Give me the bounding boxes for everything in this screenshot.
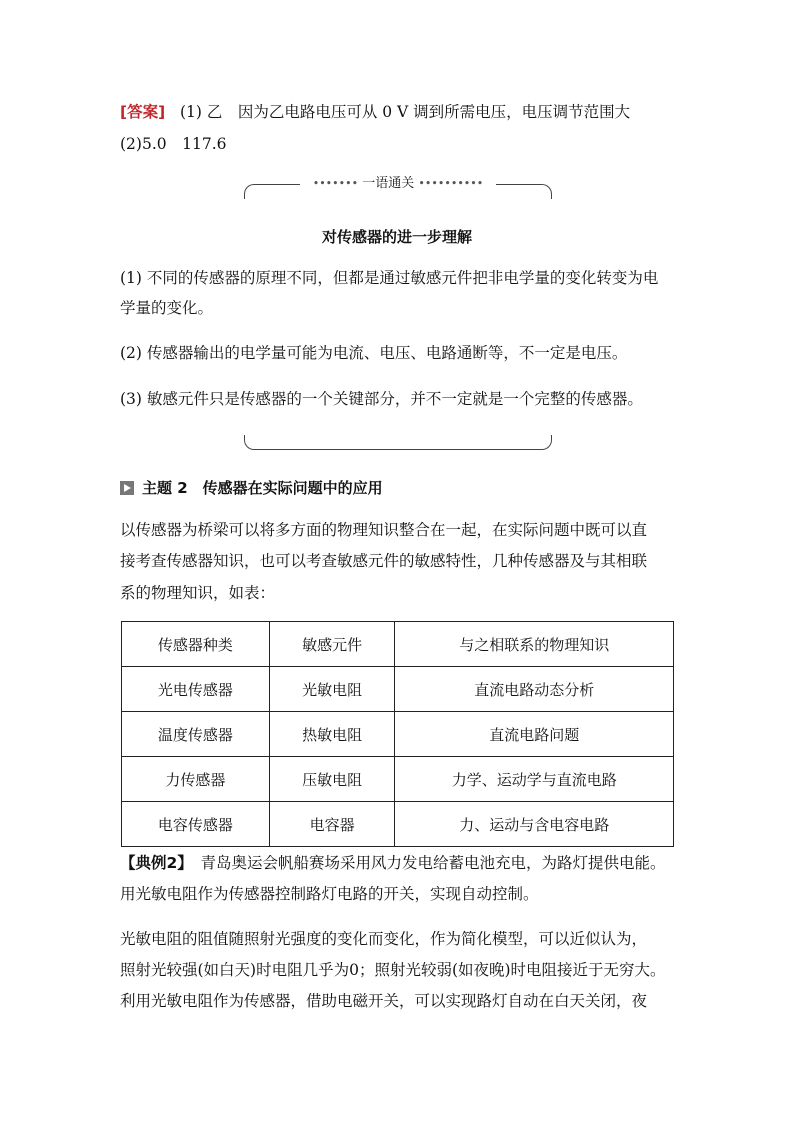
answer-line-1 [120, 102, 680, 122]
answer-text-1: (1) 乙 因为乙电路电压可从 0 V 调到所需电压，电压调节范围大 [179, 103, 631, 121]
summary-frame-bottom [244, 435, 552, 450]
table-cell: 力、运动与含电容电路 [395, 802, 674, 847]
table-cell: 力学、运动学与直流电路 [395, 757, 674, 802]
body-line-2: 照射光较强(如白天)时电阻几乎为0；照射光较弱(如夜晚)时电阻接近于无穷大。 [120, 961, 666, 979]
table-row [122, 802, 674, 847]
play-triangle-icon [120, 481, 134, 495]
dots-right: •••••••••• [418, 177, 484, 190]
intro-line-1: 以传感器为桥梁可以将多方面的物理知识整合在一起，在实际问题中既可以直 [120, 521, 648, 539]
table-cell: 压敏电阻 [269, 757, 395, 802]
summary-item-1-cont: 学量的变化。 [120, 299, 214, 317]
topic-heading [120, 477, 383, 498]
table-cell: 光敏电阻 [269, 667, 395, 712]
intro-line-3: 系的物理知识，如表： [120, 584, 276, 602]
intro-line-2: 接考查传感器知识，也可以考查敏感元件的敏感特性，几种传感器及与其相联 [120, 552, 648, 570]
table-cell: 电容传感器 [122, 802, 270, 847]
sensor-table [121, 621, 674, 847]
table-cell: 热敏电阻 [269, 712, 395, 757]
table-row [122, 712, 674, 757]
summary-item-3: (3) 敏感元件只是传感器的一个关键部分，并不一定就是一个完整的传感器。 [120, 390, 643, 408]
summary-title: 一语通关 [358, 176, 419, 191]
answer-line-2: (2)5.0 117.6 [120, 135, 227, 153]
answer-tag: [答案] [120, 103, 166, 121]
summary-heading: 对传感器的进一步理解 [321, 228, 472, 246]
dots-left: ••••••• [312, 177, 359, 190]
summary-frame-title [300, 176, 496, 192]
summary-item-1: (1) 不同的传感器的原理不同，但都是通过敏感元件把非电学量的变化转变为电 [120, 269, 659, 287]
body-line-1: 光敏电阻的阻值随照射光强度的变化而变化，作为简化模型，可以近似认为， [120, 930, 648, 948]
summary-item-2: (2) 传感器输出的电学量可能为电流、电压、电路通断等，不一定是电压。 [120, 344, 628, 362]
table-row [122, 757, 674, 802]
table-cell: 力传感器 [122, 757, 270, 802]
body-line-3: 利用光敏电阻作为传感器，借助电磁开关，可以实现路灯自动在白天关闭，夜 [120, 992, 648, 1010]
table-cell: 直流电路问题 [395, 712, 674, 757]
table-cell: 光电传感器 [122, 667, 270, 712]
table-cell: 直流电路动态分析 [395, 667, 674, 712]
table-header-cell: 传感器种类 [122, 622, 270, 667]
table-cell: 电容器 [269, 802, 395, 847]
table-cell: 温度传感器 [122, 712, 270, 757]
example-label: 【典例2】 [120, 854, 186, 872]
table-header-cell: 与之相联系的物理知识 [395, 622, 674, 667]
example-text-1: 青岛奥运会帆船赛场采用风力发电给蓄电池充电，为路灯提供电能。 [185, 854, 666, 872]
topic-label: 主题 2 传感器在实际问题中的应用 [142, 479, 383, 497]
table-header-row [122, 622, 674, 667]
table-row [122, 667, 674, 712]
example-line-1 [120, 853, 680, 873]
table-header-cell: 敏感元件 [269, 622, 395, 667]
example-line-2: 用光敏电阻作为传感器控制路灯电路的开关，实现自动控制。 [120, 885, 539, 903]
